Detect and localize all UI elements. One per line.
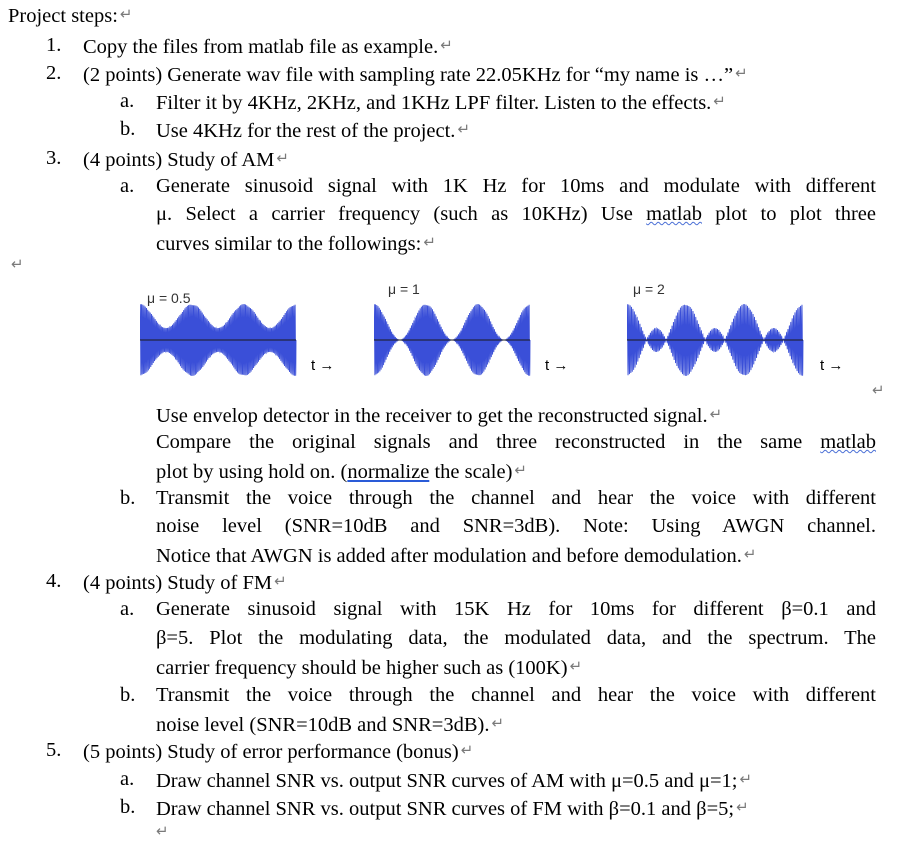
- list-item-4a-line3: carrier frequency should be higher such as (100K) ↵: [156, 653, 582, 681]
- list-item-3b-line3: Notice that AWGN is added after modulation and before demodulation. ↵: [156, 541, 756, 569]
- list-item-3a-line1: Generate sinusoid signal with 1K Hz for 10ms and modulate with different: [156, 175, 876, 197]
- list-item-1: 1. Copy the files from matlab file as example. ↵: [46, 32, 61, 58]
- paragraph-mark-icon: [872, 381, 885, 399]
- list-item-4b-line1: Transmit the voice through the channel and hear the voice with different: [156, 684, 876, 706]
- list-item-3a-line3: curves similar to the followings: ↵: [156, 229, 436, 257]
- mu-label: μ = 2: [633, 281, 665, 297]
- paragraph-mark-icon: [120, 5, 133, 23]
- list-item-3b-line2: noise level (SNR=10dB and SNR=3dB). Note: Using AWGN channel.: [156, 515, 876, 537]
- page-title: Project steps: ↵: [8, 1, 132, 29]
- list-item-2a: a. Filter it by 4KHz, 2KHz, and 1KHz LPF filter. Listen to the effects. ↵: [120, 88, 134, 114]
- list-item-3b-line1: Transmit the voice through the channel and hear the voice with different: [156, 487, 876, 509]
- list-item-4b: b.: [120, 684, 136, 706]
- list-item-3a-line2: μ. Select a carrier frequency (such as 10KHz) Use matlab plot to plot three: [156, 203, 876, 225]
- paragraph-mark-icon: [156, 822, 169, 840]
- envelope-line3: plot by using hold on. (normalize the scale) ↵: [156, 457, 527, 485]
- envelope-line1: Use envelop detector in the receiver to get the reconstructed signal. ↵: [156, 401, 722, 429]
- mu-label: μ = 0.5: [147, 290, 191, 306]
- list-item-4a-line2: β=5. Plot the modulating data, the modulated data, and the spectrum. The: [156, 627, 876, 649]
- am-wave-mu-1: [374, 300, 544, 380]
- am-wave-mu-0.5: [140, 300, 310, 380]
- list-item-3a: a.: [120, 175, 135, 197]
- envelope-line2: Compare the original signals and three reconstructed in the same matlab: [156, 431, 876, 453]
- time-axis-label: t →: [820, 357, 844, 374]
- list-item-5: 5. (5 points) Study of error performance (bonus) ↵: [46, 737, 61, 763]
- list-item-2: 2. (2 points) Generate wav file with sampling rate 22.05KHz for “my name is …” ↵: [46, 60, 61, 86]
- list-item-5a: a. Draw channel SNR vs. output SNR curves of AM with μ=0.5 and μ=1; ↵: [120, 766, 134, 792]
- paragraph-mark-icon: [11, 255, 24, 273]
- am-waveforms-figure: [140, 278, 880, 388]
- time-axis-label: t →: [545, 357, 569, 374]
- list-item-5b: b. Draw channel SNR vs. output SNR curves of FM with β=0.1 and β=5; ↵: [120, 794, 135, 820]
- am-wave-mu-2: [627, 300, 817, 380]
- list-item-3b: b.: [120, 487, 136, 509]
- list-item-4b-line2: noise level (SNR=10dB and SNR=3dB). ↵: [156, 710, 504, 738]
- list-item-4a-line1: Generate sinusoid signal with 15K Hz for 10ms for different β=0.1 and: [156, 598, 876, 620]
- mu-label: μ = 1: [388, 281, 420, 297]
- list-item-4: 4. (4 points) Study of FM ↵: [46, 568, 61, 594]
- list-item-2b: b. Use 4KHz for the rest of the project. ↵: [120, 116, 135, 142]
- list-item-4a: a.: [120, 598, 135, 620]
- list-item-3: 3. (4 points) Study of AM ↵: [46, 145, 61, 171]
- time-axis-label: t →: [311, 357, 335, 374]
